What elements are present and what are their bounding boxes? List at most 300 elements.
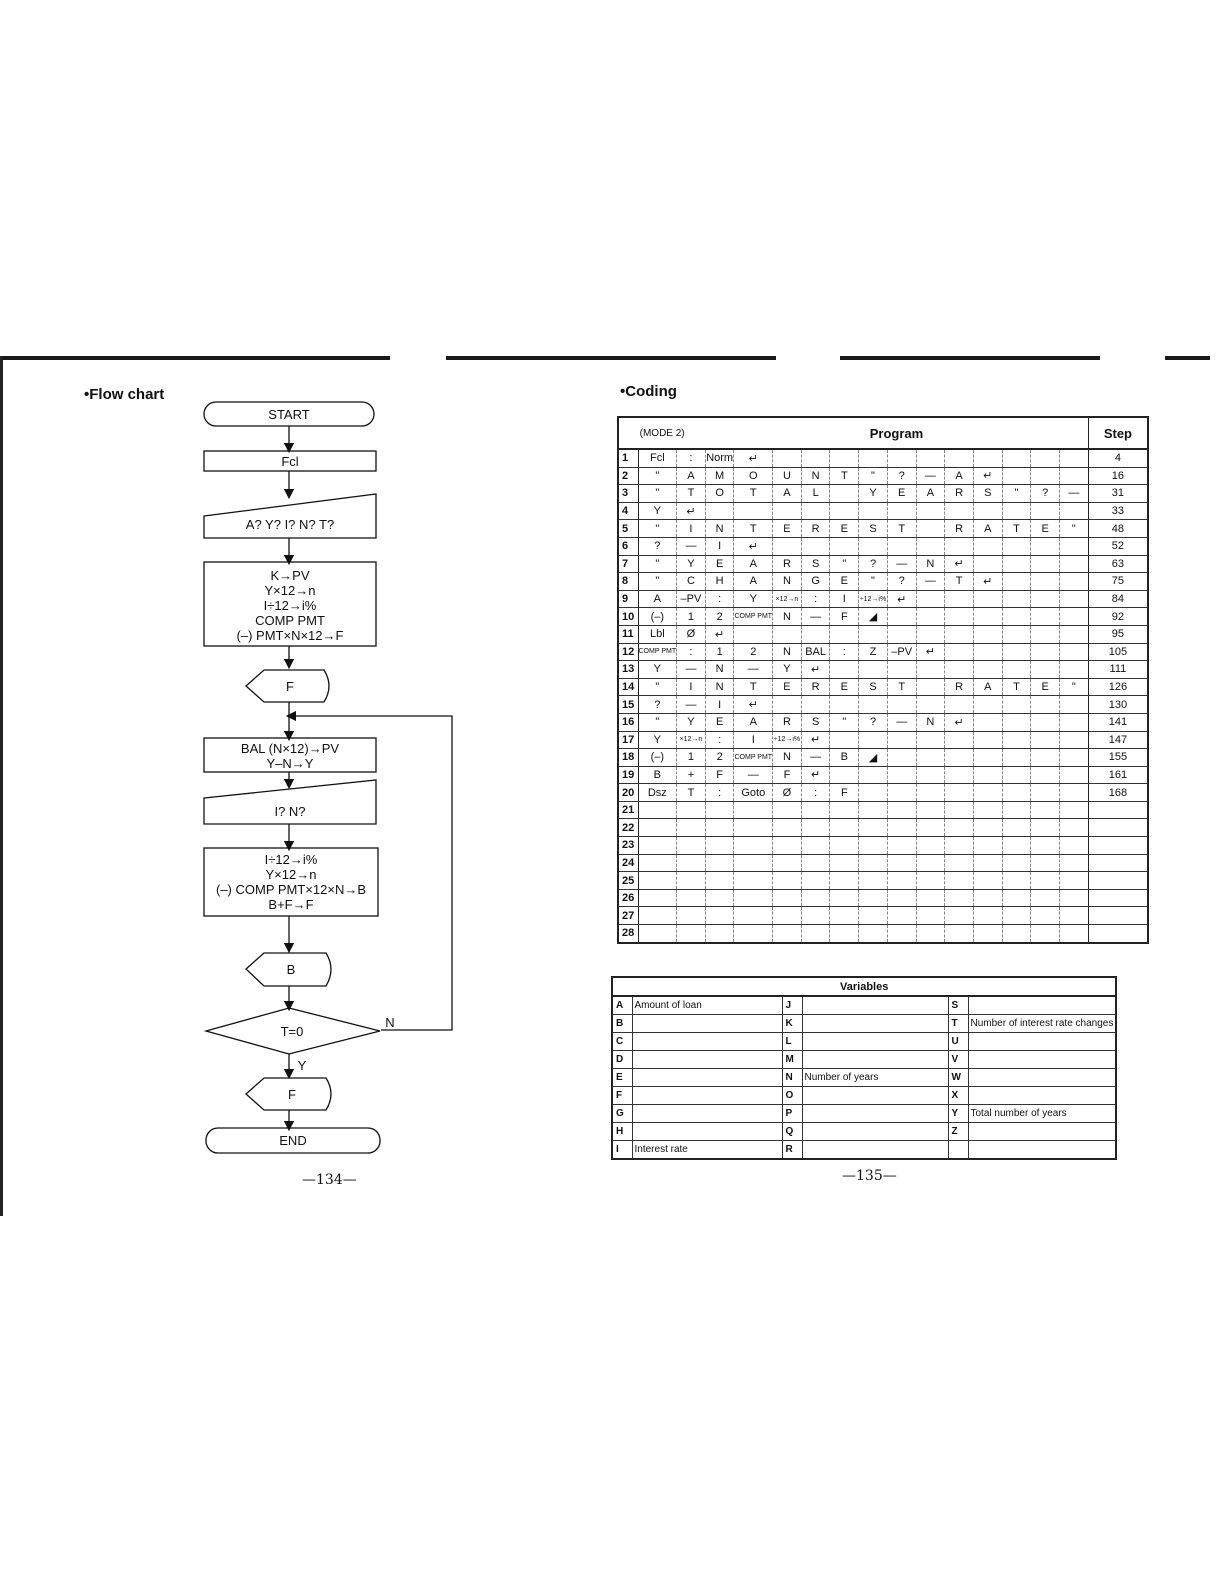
program-cell — [830, 854, 859, 872]
program-cell — [887, 731, 916, 749]
variable-description — [802, 1105, 948, 1123]
program-cell — [773, 537, 802, 555]
program-cell — [1031, 872, 1060, 890]
program-cell: " — [859, 573, 888, 591]
program-cell: T — [945, 573, 974, 591]
program-cell — [916, 837, 945, 855]
program-cell: — — [677, 537, 706, 555]
program-cell — [773, 872, 802, 890]
coding-heading: •Coding — [620, 383, 677, 400]
program-cell — [830, 766, 859, 784]
program-cell — [973, 661, 1002, 679]
program-cell — [1002, 502, 1031, 520]
program-cell: A — [945, 467, 974, 485]
program-cell: E — [887, 485, 916, 503]
program-cell — [705, 925, 734, 943]
program-step: 130 — [1088, 696, 1148, 714]
program-cell: " — [638, 467, 677, 485]
fcl-label: Fcl — [281, 454, 299, 469]
program-cell — [677, 925, 706, 943]
program-row — [618, 555, 1148, 573]
program-cell — [1031, 502, 1060, 520]
program-cell: — — [801, 749, 830, 767]
program-cell — [1031, 608, 1060, 626]
variable-letter: V — [948, 1051, 968, 1069]
variable-letter: K — [782, 1015, 802, 1033]
variable-letter: P — [782, 1105, 802, 1123]
program-cell — [945, 854, 974, 872]
program-cell — [973, 766, 1002, 784]
variable-letter: J — [782, 996, 802, 1015]
program-cell — [734, 925, 773, 943]
program-cell — [830, 731, 859, 749]
variable-description — [632, 1033, 782, 1051]
program-cell: ? — [1031, 485, 1060, 503]
program-row-number: 12 — [618, 643, 638, 661]
program-cell — [945, 749, 974, 767]
program-cell — [887, 784, 916, 802]
variable-description — [802, 1051, 948, 1069]
program-cell: N — [916, 555, 945, 573]
program-cell — [945, 784, 974, 802]
program-cell — [859, 766, 888, 784]
program-cell — [887, 766, 916, 784]
program-cell — [916, 608, 945, 626]
program-cell: N — [916, 713, 945, 731]
variable-description — [968, 1069, 1116, 1087]
program-cell — [830, 907, 859, 925]
scan-left-edge — [0, 356, 3, 1216]
program-cell — [859, 854, 888, 872]
program-cell: : — [801, 784, 830, 802]
program-header-row — [618, 417, 1148, 449]
program-cell — [1031, 696, 1060, 714]
program-cell — [1059, 907, 1088, 925]
program-cell — [1031, 625, 1060, 643]
program-cell: : — [705, 590, 734, 608]
program-cell: A — [773, 485, 802, 503]
program-cell: T — [1002, 520, 1031, 538]
program-cell — [859, 449, 888, 467]
program-cell: ↵ — [801, 661, 830, 679]
variables-table — [611, 976, 1117, 1160]
program-cell — [638, 819, 677, 837]
program-cell: T — [830, 467, 859, 485]
program-cell: ↵ — [677, 502, 706, 520]
program-cell: H — [705, 573, 734, 591]
program-cell — [1002, 467, 1031, 485]
program-row — [618, 731, 1148, 749]
program-row-number: 9 — [618, 590, 638, 608]
program-cell — [887, 819, 916, 837]
program-cell — [945, 731, 974, 749]
program-step: 126 — [1088, 678, 1148, 696]
program-cell: E — [830, 678, 859, 696]
program-cell: : — [705, 784, 734, 802]
program-step — [1088, 925, 1148, 943]
program-cell — [801, 537, 830, 555]
program-row — [618, 608, 1148, 626]
program-cell: Y — [638, 502, 677, 520]
program-row-number: 26 — [618, 889, 638, 907]
program-cell — [916, 784, 945, 802]
program-cell — [859, 837, 888, 855]
program-row-number: 18 — [618, 749, 638, 767]
program-step: 92 — [1088, 608, 1148, 626]
program-cell — [830, 837, 859, 855]
program-cell — [773, 502, 802, 520]
program-cell — [973, 837, 1002, 855]
program-cell — [677, 854, 706, 872]
program-cell: N — [705, 678, 734, 696]
program-cell — [773, 889, 802, 907]
program-cell: R — [801, 520, 830, 538]
program-cell — [773, 925, 802, 943]
program-cell — [945, 643, 974, 661]
program-cell: A — [916, 485, 945, 503]
program-cell — [945, 625, 974, 643]
program-cell — [973, 784, 1002, 802]
program-cell — [887, 854, 916, 872]
program-cell: — — [887, 713, 916, 731]
program-cell — [1031, 590, 1060, 608]
program-cell — [973, 925, 1002, 943]
program-step: 147 — [1088, 731, 1148, 749]
program-cell: — — [916, 573, 945, 591]
program-cell — [859, 784, 888, 802]
program-cell: I — [705, 696, 734, 714]
program-cell — [887, 925, 916, 943]
program-cell — [973, 625, 1002, 643]
program-cell — [801, 449, 830, 467]
program-cell: Y — [677, 555, 706, 573]
variables-row — [612, 1105, 1116, 1123]
program-cell: O — [705, 485, 734, 503]
program-cell: I — [677, 678, 706, 696]
program-cell — [973, 749, 1002, 767]
program-cell: Y — [773, 661, 802, 679]
program-step: 105 — [1088, 643, 1148, 661]
program-cell: ÷12→i% — [859, 590, 888, 608]
program-cell — [1002, 784, 1031, 802]
program-cell — [973, 854, 1002, 872]
program-cell: Dsz — [638, 784, 677, 802]
program-cell — [916, 801, 945, 819]
program-cell: R — [773, 713, 802, 731]
program-cell — [1059, 801, 1088, 819]
program-cell: E — [705, 713, 734, 731]
program-cell — [830, 925, 859, 943]
variable-description: Number of years — [802, 1069, 948, 1087]
program-cell: Y — [638, 661, 677, 679]
program-cell: I — [677, 520, 706, 538]
program-cell — [945, 889, 974, 907]
program-row — [618, 661, 1148, 679]
program-cell: Ø — [677, 625, 706, 643]
program-row — [618, 801, 1148, 819]
program-cell: " — [1059, 678, 1088, 696]
program-cell: A — [973, 520, 1002, 538]
program-cell: — — [916, 467, 945, 485]
program-cell — [638, 837, 677, 855]
program-cell — [1059, 555, 1088, 573]
program-cell — [1002, 872, 1031, 890]
program-cell: (–) — [638, 749, 677, 767]
program-cell — [705, 889, 734, 907]
program-cell: E — [773, 520, 802, 538]
flow-chart-heading: •Flow chart — [84, 386, 165, 403]
program-cell: R — [801, 678, 830, 696]
program-cell — [945, 872, 974, 890]
program-cell: ↵ — [705, 625, 734, 643]
program-cell — [1031, 889, 1060, 907]
program-cell — [916, 907, 945, 925]
program-cell — [973, 449, 1002, 467]
program-cell: L — [801, 485, 830, 503]
program-cell: A — [734, 713, 773, 731]
program-cell — [1059, 925, 1088, 943]
program-cell — [1059, 713, 1088, 731]
program-cell: R — [773, 555, 802, 573]
program-cell: S — [859, 520, 888, 538]
program-cell — [1002, 643, 1031, 661]
program-cell: E — [1031, 678, 1060, 696]
program-cell — [945, 801, 974, 819]
program-cell — [887, 749, 916, 767]
program-step — [1088, 872, 1148, 890]
program-row — [618, 925, 1148, 943]
program-cell: R — [945, 678, 974, 696]
program-cell — [705, 801, 734, 819]
program-step — [1088, 819, 1148, 837]
variable-description — [968, 1141, 1116, 1160]
program-cell: : — [801, 590, 830, 608]
program-cell — [887, 608, 916, 626]
program-cell — [1031, 467, 1060, 485]
program-cell — [859, 801, 888, 819]
program-step: 111 — [1088, 661, 1148, 679]
program-row-number: 6 — [618, 537, 638, 555]
program-cell: Z — [859, 643, 888, 661]
program-step: 168 — [1088, 784, 1148, 802]
variable-letter: E — [612, 1069, 632, 1087]
program-cell — [1002, 625, 1031, 643]
program-cell — [830, 502, 859, 520]
variables-header-row — [612, 977, 1116, 996]
program-cell — [801, 801, 830, 819]
program-cell: N — [773, 573, 802, 591]
program-cell — [887, 801, 916, 819]
program-cell: Y — [734, 590, 773, 608]
program-row-number: 25 — [618, 872, 638, 890]
program-cell — [973, 731, 1002, 749]
program-cell — [1059, 625, 1088, 643]
program-cell: Y — [859, 485, 888, 503]
program-cell — [1002, 555, 1031, 573]
program-cell — [1031, 925, 1060, 943]
program-cell — [1031, 731, 1060, 749]
program-cell — [801, 872, 830, 890]
program-cell: — — [677, 696, 706, 714]
program-row-number: 16 — [618, 713, 638, 731]
program-cell: T — [734, 485, 773, 503]
program-row-number: 23 — [618, 837, 638, 855]
program-cell — [1002, 819, 1031, 837]
program-row — [618, 485, 1148, 503]
program-step — [1088, 907, 1148, 925]
variable-description — [802, 1015, 948, 1033]
program-cell — [887, 837, 916, 855]
program-cell — [1031, 643, 1060, 661]
variable-letter: R — [782, 1141, 802, 1160]
program-cell: T — [734, 520, 773, 538]
variable-letter — [948, 1141, 968, 1160]
program-cell: S — [973, 485, 1002, 503]
program-cell: ÷12→i% — [773, 731, 802, 749]
program-cell: (–) — [638, 608, 677, 626]
variable-letter: Z — [948, 1123, 968, 1141]
program-cell: N — [773, 643, 802, 661]
program-cell — [677, 819, 706, 837]
program-cell — [1059, 872, 1088, 890]
program-cell — [973, 555, 1002, 573]
variable-letter: I — [612, 1141, 632, 1160]
program-cell: COMP PMT — [638, 643, 677, 661]
program-row-number: 11 — [618, 625, 638, 643]
program-cell — [801, 502, 830, 520]
program-cell — [973, 537, 1002, 555]
proc3-line: B+F→F — [268, 897, 314, 912]
proc3-line: (–) COMP PMT×12×N→B — [215, 882, 367, 897]
program-cell — [830, 625, 859, 643]
program-cell: " — [638, 713, 677, 731]
program-cell — [801, 854, 830, 872]
variable-letter: Q — [782, 1123, 802, 1141]
program-cell — [773, 801, 802, 819]
program-cell — [916, 925, 945, 943]
program-step: 63 — [1088, 555, 1148, 573]
decision-label: T=0 — [280, 1024, 304, 1039]
variable-description — [968, 1033, 1116, 1051]
program-cell — [1031, 449, 1060, 467]
program-cell — [1002, 661, 1031, 679]
program-cell — [677, 907, 706, 925]
program-step — [1088, 889, 1148, 907]
variable-description — [968, 1051, 1116, 1069]
program-cell — [916, 854, 945, 872]
program-cell — [916, 731, 945, 749]
program-cell — [1031, 661, 1060, 679]
program-cell — [945, 925, 974, 943]
program-cell — [1002, 573, 1031, 591]
variables-row — [612, 1123, 1116, 1141]
program-cell — [859, 889, 888, 907]
branch-no-label: N — [385, 1015, 395, 1030]
program-cell — [973, 696, 1002, 714]
program-cell — [638, 925, 677, 943]
program-cell: ↵ — [945, 713, 974, 731]
program-row — [618, 537, 1148, 555]
program-cell — [973, 502, 1002, 520]
program-cell — [830, 661, 859, 679]
program-cell: ? — [859, 555, 888, 573]
program-cell: " — [638, 573, 677, 591]
program-cell: 2 — [705, 749, 734, 767]
program-row — [618, 854, 1148, 872]
page-number-left: —134— — [302, 1172, 357, 1188]
program-cell — [830, 801, 859, 819]
program-cell: — — [1059, 485, 1088, 503]
program-cell: ↵ — [973, 467, 1002, 485]
program-cell — [1059, 643, 1088, 661]
program-cell — [945, 837, 974, 855]
variable-description — [632, 1087, 782, 1105]
program-cell — [1002, 731, 1031, 749]
program-step — [1088, 801, 1148, 819]
variable-description — [802, 996, 948, 1015]
flow-chart — [196, 396, 466, 1176]
program-cell — [887, 449, 916, 467]
variables-row — [612, 996, 1116, 1015]
program-cell — [1002, 696, 1031, 714]
program-cell: S — [801, 713, 830, 731]
program-cell: Goto — [734, 784, 773, 802]
program-cell — [830, 449, 859, 467]
program-cell — [830, 485, 859, 503]
program-title: Program — [705, 417, 1088, 449]
program-row-number: 7 — [618, 555, 638, 573]
program-cell — [859, 537, 888, 555]
program-cell — [945, 608, 974, 626]
program-cell: ↵ — [734, 696, 773, 714]
program-cell: — — [887, 555, 916, 573]
proc3-line: I÷12→i% — [264, 852, 318, 867]
program-cell — [945, 819, 974, 837]
variables-row — [612, 1087, 1116, 1105]
scan-top-rule — [0, 356, 390, 360]
program-cell — [734, 801, 773, 819]
program-cell — [945, 661, 974, 679]
program-cell: B — [638, 766, 677, 784]
variable-letter: H — [612, 1123, 632, 1141]
program-cell — [916, 449, 945, 467]
program-cell — [887, 537, 916, 555]
step-header: Step — [1088, 417, 1148, 449]
program-row-number: 17 — [618, 731, 638, 749]
scan-top-rule — [446, 356, 776, 360]
program-cell — [734, 819, 773, 837]
program-cell: COMP PMT — [734, 608, 773, 626]
program-cell: — — [734, 661, 773, 679]
program-cell — [1059, 784, 1088, 802]
program-cell — [945, 766, 974, 784]
program-cell: –PV — [677, 590, 706, 608]
program-cell — [773, 696, 802, 714]
program-step: 48 — [1088, 520, 1148, 538]
program-cell — [916, 678, 945, 696]
program-cell — [916, 537, 945, 555]
program-cell — [859, 907, 888, 925]
program-cell — [677, 872, 706, 890]
program-table — [617, 416, 1149, 944]
program-row-number: 15 — [618, 696, 638, 714]
program-cell: E — [705, 555, 734, 573]
program-cell — [916, 661, 945, 679]
program-cell: N — [773, 608, 802, 626]
program-row — [618, 837, 1148, 855]
proc2-line: BAL (N×12)→PV — [240, 741, 340, 756]
program-cell: F — [830, 784, 859, 802]
